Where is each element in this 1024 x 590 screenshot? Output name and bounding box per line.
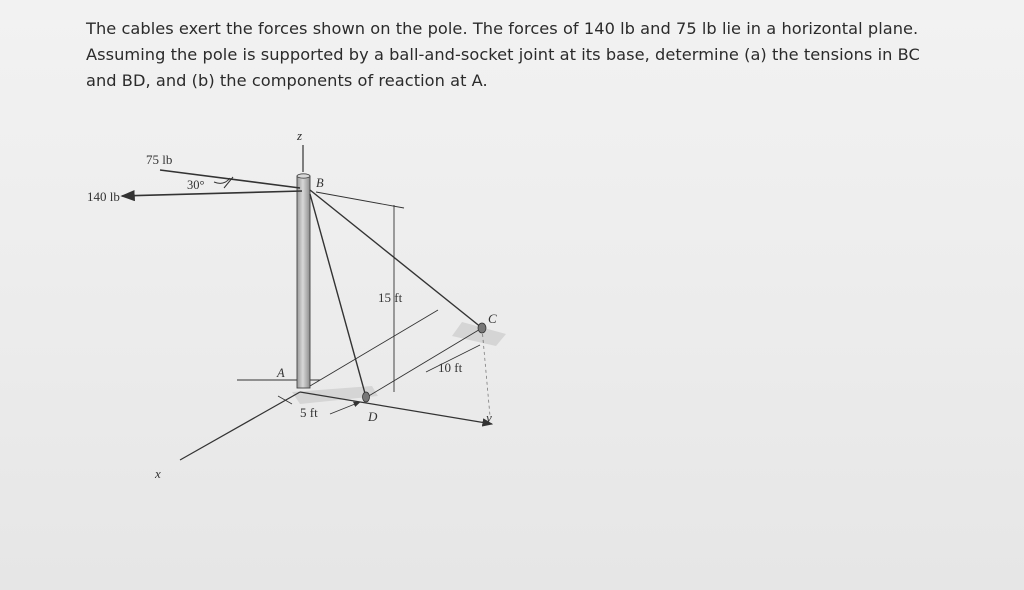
label-dim-5: 5 ft (300, 405, 318, 420)
cable-bc (310, 190, 482, 328)
label-angle: 30° (187, 178, 205, 192)
pole-top (297, 174, 310, 178)
problem-line-2: Assuming the pole is supported by a ball-and-socket joint at its base, determine (a) the tensions in BC (86, 45, 920, 64)
dim-5-arrow (330, 402, 360, 414)
problem-line-3: and BD, and (b) the components of reaction at A. (86, 71, 488, 90)
y-axis (300, 392, 492, 424)
label-axis-x: x (155, 466, 161, 481)
label-dim-10: 10 ft (438, 360, 463, 375)
label-force-140: 140 lb (87, 189, 120, 204)
force-75-line (160, 170, 300, 188)
label-dim-15: 15 ft (378, 290, 403, 305)
label-point-d: D (368, 409, 378, 424)
label-axis-y: y (486, 410, 492, 425)
cable-bd (310, 194, 366, 397)
label-point-b: B (316, 176, 324, 190)
construction-line-a-c (310, 310, 438, 386)
label-point-c: C (488, 311, 497, 326)
problem-line-1: The cables exert the forces shown on the pole. The forces of 140 lb and 75 lb lie in a horizontal plane. (86, 19, 919, 38)
label-force-75: 75 lb (146, 152, 173, 167)
label-point-a: A (277, 366, 285, 380)
anchor-c (478, 323, 486, 333)
construction-line-d-c (367, 328, 482, 397)
x-axis (180, 392, 300, 460)
pole (297, 176, 310, 388)
label-axis-z: z (297, 128, 303, 143)
force-140-arrow (122, 191, 302, 196)
anchor-d (363, 392, 370, 402)
